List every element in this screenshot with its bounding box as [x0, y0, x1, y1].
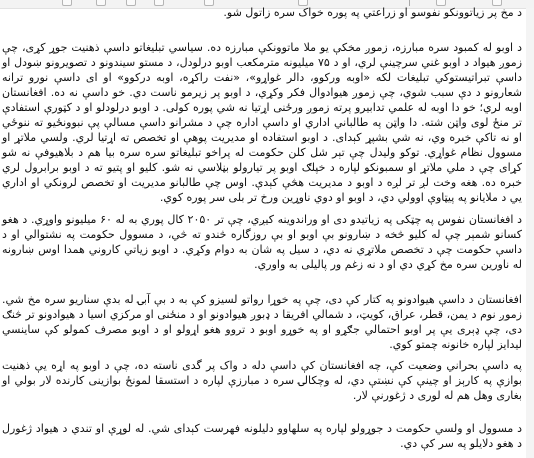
document-paragraph: د اوبو له کمبود سره مبارزه، زموږ مخکې یو ملا ماتوونکې مبارزه ده. سیاسي تبلیغاتو داسې ذهنیت جوړ کړی، چې زموږ هیواد د اوبو غني سرچینې لري، او د ۷۵ میلیونه مترمکعب اوبو درلودل، د مستو سیندونو د تصویرونو ښودل او داسې تبراتیستوکي تبلیغات لکه «اوبه ورکوو، دالر غواړو»، «نفت راکړه، اوبه درکوو» او ای داسې نورو ترانه شعارونو د دې سبب شوي، چې زموږ هیوادوال فکر وکړي، د اوبو پر زیرمو ناست دي. خو داسې نه ده. افغانستان اوبه لري؛ خو دا اوبه له علمي تدابیرو پرته زموږ ورځنی اړتیا نه شي پوره کولی. د اوبو درلودلو او د کټورې استفادې تر منځ لوی واټن شته. دا واټن په طالباني اداري او داسې اداره چې د مشرانو داسې مسالې پې نبوونځیو ته ننوځي او نه تاکې خبره وي، نه شي بشپړ کېدای. د اوبو استفاده او مدیریت پوهې او تخصص ته اړتیا لري. ولسي ملاتړ او مسوول نظام غواړي. توکو ولیدل چې تېر شل کلن حکومت له پراخو تبلیغاتو سره سره بیا هم د بلاهیوفې نه شو کړای چې د ملي ملاتړ او سمبونکو لپاره د خپلګ اوبو پر تیارولو بڼلاسي نه شو. کلیو او پتیو ته د اوبو برابرول لري خبره ده. هغه وخت لږ تر لږه د اوبو د مدیریت هڅې کېدې. اوس چې طالبانو مدیریت او تخصص لرونکي او اداري يي د ملایانو په پیټاوې اوولي دي، د اوبو او دوي ناوړین ورخ تر بلی سر پوره کوي. [2, 41, 522, 204]
document-paragraph: په داسې بحراني وضعیت کې، چه افغانستان کې داسې دله د واک پر گدی ناسته ده، چې د اوبو په اړه یې ذهنیت بوازې په کارېز او چینې کې نښتې دي، له وچکالۍ سره د مبارزې لپاره د استسقا لمونځ بوازینی کارنده لار بولي او بغاری وهل هم له لوری د ژغورنې لار. [2, 359, 522, 402]
document-paragraph: د مخ پر زیاتوونکو نفوسو او زراعتي په پوره خواک سره زاتول شو. [223, 6, 522, 19]
document-paragraph: د مسوول او ولسي حکومت د جوړولو لپاره په سلهاوو دلیلونه فهرست کېدای شي. له لوړې او تندي د هیواد ژغورل د هغو دلایلو په سر کې دي. [2, 422, 522, 450]
document-paragraph: د افغانستان نفوس په چټکی په زیاتیدو دی او وراندوینه کیږي، چې تر ۲۰۵۰ کال پوري به له ۶۰ میلیونو واوړي. د هغو کسانو شمېر چې له کلیو څخه د ښارونو بې اوبو او بې روزگاره څندو ته څي، د مسوول حکومت په نشتوالي او د داسې حکومت چې د تخصص ملاتړي نه دي، د سیل په شان به دوام وکړي. د اوبو زیاتي کاروني همدا اوس ښارونه له ناورین سره مخ کړي دي او د نه زغم ور پالیلی به واوري. [2, 213, 522, 271]
vertical-scrollbar[interactable] [526, 8, 534, 458]
document-paragraph: افغانستان د داسې هیوادونو په کتار کې دی، چې په خوړا رواتو لسیزو کې به د بې آبۍ له بدې سناریو سره مخ شي. زموږ نوم د یمن، قطر، عراق، کویټ، د شمالي افریقا د ډبوږ هیوادونو او د منځنی او مرکزي اسیا د هیوادونو تر څنګ دی، چې ډېری یې پر اوبو احتمالي جګړو او په خوړو اوبو د تروو هغو اړولو او د اوبو مصرف کمولو کې ساینسي لیدایز لپاره خانونه چمتو کوي. [2, 293, 522, 351]
